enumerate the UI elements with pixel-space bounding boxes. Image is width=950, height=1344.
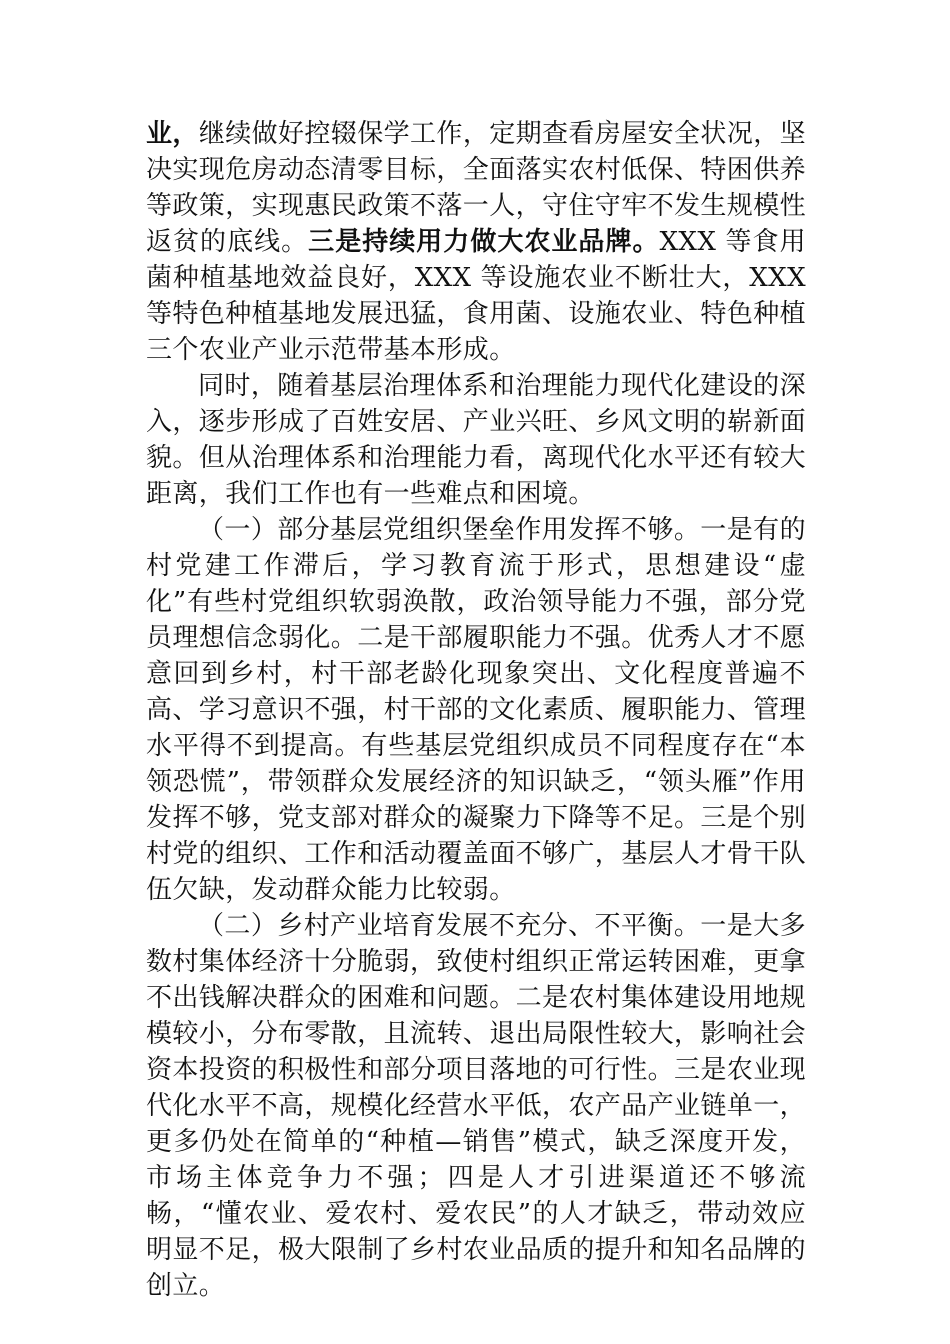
paragraph-1-lead: 业，: [146, 119, 199, 149]
paragraph-1-text-2: XXX 等食用菌种植基地效益良好，XXX 等设施农业不断壮大，XXX 等特色种植基地发展迅猛，食用菌、设施农业、特色种植三个农业产业示范带基本形成。: [146, 227, 807, 365]
paragraph-2-text: 同时，随着基层治理体系和治理能力现代化建设的深入，逐步形成了百姓安居、产业兴旺、乡风文明的崭新面貌。但从治理体系和治理能力看，离现代化水平还有较大距离，我们工作也有一些难点和困境。: [146, 371, 807, 509]
paragraph-2: [146, 368, 806, 512]
paragraph-1: [146, 116, 806, 368]
paragraph-4: [146, 908, 806, 1304]
section-heading-2: （二）乡村产业培育发展不充分、不平衡。: [198, 911, 701, 941]
paragraph-1-text-1: 继续做好控辍保学工作，定期查看房屋安全状况，坚决实现危房动态清零目标，全面落实农村低保、特困供养等政策，实现惠民政策不落一人，守住守牢不发生规模性返贫的底线。: [146, 119, 807, 257]
paragraph-4-text: 一是大多数村集体经济十分脆弱，致使村组织正常运转困难，更拿不出钱解决群众的困难和问题。二是农村集体建设用地规模较小，分布零散，且流转、退出局限性较大，影响社会资本投资的积极性和部分项目落地的可行性。三是农业现代化水平不高，规模化经营水平低，农产品产业链单一，更多仍处在简单的“种植—销售”模式，缺乏深度开发，市场主体竞争力不强；四是人才引进渠道还不够流畅，“懂农业、爱农村、爱农民”的人才缺乏，带动效应明显不足，极大限制了乡村农业品质的提升和知名品牌的创立。: [146, 911, 807, 1301]
document-page: [146, 116, 806, 1304]
paragraph-3: [146, 512, 806, 908]
paragraph-3-text: 一是有的村党建工作滞后，学习教育流于形式，思想建设“虚化”有些村党组织软弱涣散，政治领导能力不强，部分党员理想信念弱化。二是干部履职能力不强。优秀人才不愿意回到乡村，村干部老龄化现象突出、文化程度普遍不高、学习意识不强，村干部的文化素质、履职能力、管理水平得不到提高。有些基层党组织成员不同程度存在“本领恐慌”，带领群众发展经济的知识缺乏，“领头雁”作用发挥不够，党支部对群众的凝聚力下降等不足。三是个别村党的组织、工作和活动覆盖面不够广，基层人才骨干队伍欠缺，发动群众能力比较弱。: [146, 515, 807, 905]
section-heading-1: （一）部分基层党组织堡垒作用发挥不够。: [198, 515, 701, 545]
paragraph-1-bold-heading: 三是持续用力做大农业品牌。: [308, 227, 660, 257]
